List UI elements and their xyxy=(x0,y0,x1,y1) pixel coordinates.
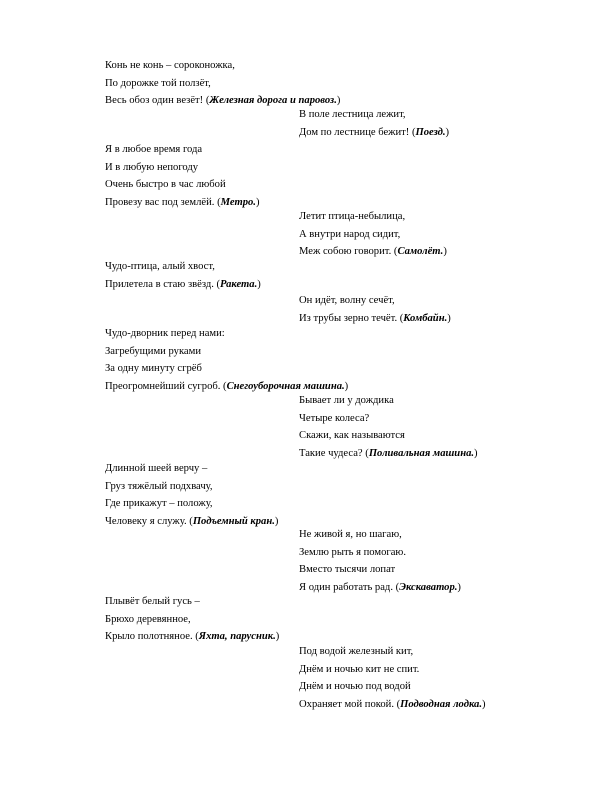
riddle-line: Весь обоз один везёт! ( xyxy=(105,95,210,107)
riddle-line: Загребущими руками xyxy=(105,345,202,357)
riddle-line: Провезу вас под землёй. ( xyxy=(105,196,221,208)
riddle-answer-line xyxy=(105,513,278,531)
riddle-line: Преогромнейший сугроб. ( xyxy=(105,380,227,392)
riddle-line: Охраняет мой покой. ( xyxy=(299,698,401,710)
riddle-answer: Самолёт. xyxy=(397,246,444,258)
riddle-line: Бывает ли у дождика xyxy=(299,395,394,406)
riddle-line: Чудо-дворник перед нами: xyxy=(105,328,225,339)
riddle-answer-close: ) xyxy=(482,698,486,710)
riddle-line: Вместо тысячи лопат xyxy=(299,564,396,576)
riddle-line: Чудо-птица, алый хвост, xyxy=(105,261,215,272)
riddle-answer-line xyxy=(299,445,478,463)
riddle-answer-close: ) xyxy=(257,278,261,290)
riddle-line: За одну минуту сгрёб xyxy=(105,363,202,375)
riddle-answer-close: ) xyxy=(336,95,341,107)
riddle-answer: Ракета. xyxy=(220,278,258,290)
riddle-answer-close: ) xyxy=(474,447,478,459)
riddle-answer: Снегоуборочная машина. xyxy=(226,380,345,392)
riddle-snowplow xyxy=(105,325,348,395)
riddle-answer: Комбайн. xyxy=(403,312,448,324)
riddle-submarine xyxy=(299,643,486,713)
riddle-excavator xyxy=(299,526,461,596)
riddle-answer: Подводная лодка. xyxy=(400,698,482,710)
riddle-answer-line xyxy=(105,194,259,212)
riddle-airplane xyxy=(299,208,447,261)
riddle-answer-line xyxy=(105,276,261,294)
riddle-answer-close: ) xyxy=(443,246,447,258)
riddle-combine xyxy=(299,292,451,327)
riddle-line: Днём и ночью кит не спит. xyxy=(299,663,420,675)
riddle-answer-close: ) xyxy=(344,380,349,392)
riddle-answer-line xyxy=(105,628,279,646)
riddle-answer: Экскаватор. xyxy=(399,581,458,593)
riddle-answer-close: ) xyxy=(255,196,260,208)
riddle-answer-close: ) xyxy=(275,631,280,643)
riddle-train xyxy=(299,106,449,141)
riddle-line: Где прикажут – положу, xyxy=(105,498,213,510)
riddle-line: По дорожке той ползёт, xyxy=(105,77,211,89)
riddle-line: Прилетела в стаю звёзд. ( xyxy=(105,278,221,290)
riddle-answer-line xyxy=(299,124,449,142)
riddle-line: Под водой железный кит, xyxy=(299,646,414,657)
riddle-answer-close: ) xyxy=(445,126,450,138)
riddle-answer: Метро. xyxy=(220,196,256,208)
riddle-answer-close: ) xyxy=(447,312,451,324)
riddle-answer: Подъемный кран. xyxy=(192,515,275,527)
riddle-railway xyxy=(105,57,340,110)
riddle-line: Я в любое время года xyxy=(105,144,203,155)
riddle-line: Он идёт, волну сечёт, xyxy=(299,295,395,306)
riddle-yacht xyxy=(105,593,279,646)
riddle-line: Летит птица-небылица, xyxy=(299,211,406,222)
riddle-line: Длинной шеей верчу – xyxy=(105,463,208,474)
riddle-answer-line xyxy=(299,579,461,597)
riddle-line: Четыре колеса? xyxy=(299,412,370,424)
riddle-watering-truck xyxy=(299,392,478,462)
riddle-line: Не живой я, но шагаю, xyxy=(299,529,402,540)
riddle-line: Меж собою говорит. ( xyxy=(299,246,398,258)
riddle-line: Брюхо деревянное, xyxy=(105,613,191,625)
riddle-line: Крыло полотняное. ( xyxy=(105,631,199,643)
riddle-line: Такие чудеса? ( xyxy=(299,447,369,459)
riddle-line: В поле лестница лежит, xyxy=(299,109,406,120)
riddle-answer: Железная дорога и паровоз. xyxy=(209,95,337,107)
riddle-line: Плывёт белый гусь – xyxy=(105,596,200,607)
riddle-line: Землю рыть я помогаю. xyxy=(299,546,406,558)
riddle-line: Дом по лестнице бежит! ( xyxy=(299,126,416,138)
riddle-line: Человеку я служу. ( xyxy=(105,515,193,527)
riddle-answer: Яхта, парусник. xyxy=(198,631,276,643)
riddle-line: Груз тяжёлый подхвачу, xyxy=(105,480,213,492)
riddle-line: Очень быстро в час любой xyxy=(105,179,226,191)
riddle-answer-close: ) xyxy=(274,515,279,527)
riddle-line: Днём и ночью под водой xyxy=(299,681,411,693)
riddle-metro xyxy=(105,141,259,211)
riddle-answer-line xyxy=(299,243,447,261)
riddle-answer-close: ) xyxy=(457,581,461,593)
riddle-answer: Поезд. xyxy=(415,126,446,138)
riddle-rocket xyxy=(105,258,261,293)
riddle-line: Скажи, как называются xyxy=(299,430,405,442)
riddle-line: А внутри народ сидит, xyxy=(299,228,401,240)
riddle-line: Из трубы зерно течёт. ( xyxy=(299,312,404,324)
riddle-crane xyxy=(105,460,278,530)
riddle-line: Я один работать рад. ( xyxy=(299,581,400,593)
riddle-answer: Поливальная машина. xyxy=(368,447,475,459)
riddle-answer-line xyxy=(299,696,486,714)
riddle-line: Конь не конь – сороконожка, xyxy=(105,60,235,71)
riddle-line: И в любую непогоду xyxy=(105,161,199,173)
